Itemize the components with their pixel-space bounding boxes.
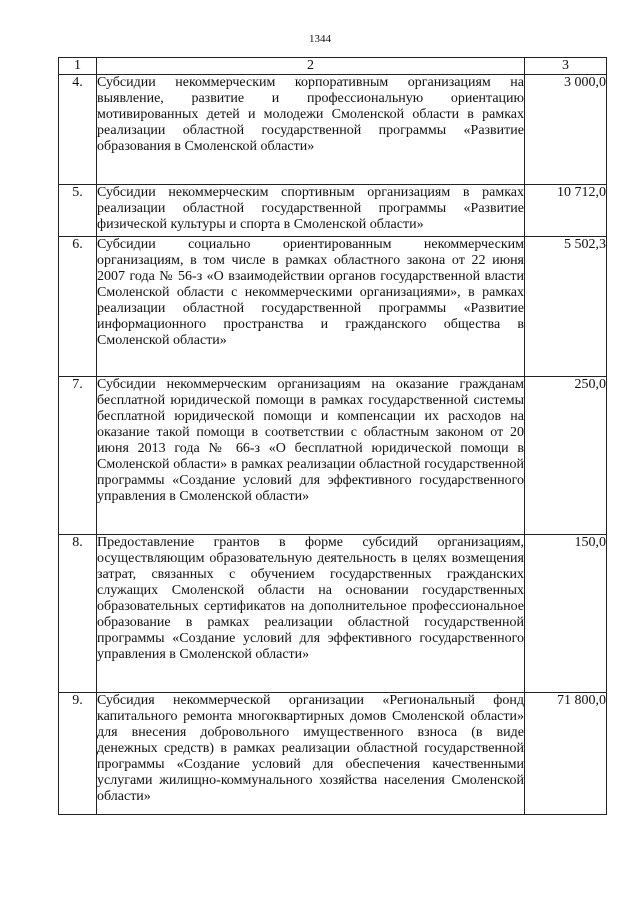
row-description: Субсидии некоммерческим спортивным организациям в рамках реализации областной государственной программы «Развитие физической культуры и спорта в Смоленской области» [97, 185, 525, 237]
table-row [59, 75, 607, 185]
row-number: 7. [59, 377, 97, 535]
row-description: Субсидии социально ориентированным некоммерческим организациям, в том числе в рамках областного закона от 22 июня 2007 года № 56-з «О взаимодействии органов государственной власти Смоленской области с некоммерческими организациями», в рамках реализации областной государственной программы «Развитие информационного пространства и гражданского общества в Смоленской области» [97, 237, 525, 377]
table-row [59, 693, 607, 815]
row-number: 8. [59, 535, 97, 693]
row-amount: 5 502,3 [525, 237, 607, 377]
header-col-1: 1 [59, 58, 97, 75]
row-amount: 10 712,0 [525, 185, 607, 237]
row-amount: 250,0 [525, 377, 607, 535]
table-row [59, 185, 607, 237]
table-header-row [59, 58, 607, 75]
page-number: 1344 [309, 33, 331, 45]
row-number: 4. [59, 75, 97, 185]
row-description: Предоставление грантов в форме субсидий организациям, осуществляющим образовательную деятельность в целях возмещения затрат, связанных с обучением государственных гражданских служащих Смоленской области на основании государственных образовательных сертификатов на дополнительное профессиональное образование в рамках реализации областной государственной программы «Создание условий для эффективного государственного управления в Смоленской области» [97, 535, 525, 693]
row-amount: 3 000,0 [525, 75, 607, 185]
row-number: 9. [59, 693, 97, 815]
row-amount: 150,0 [525, 535, 607, 693]
row-number: 5. [59, 185, 97, 237]
row-number: 6. [59, 237, 97, 377]
table-row [59, 377, 607, 535]
header-col-3: 3 [525, 58, 607, 75]
row-description: Субсидии некоммерческим корпоративным организациям на выявление, развитие и профессиональную ориентацию мотивированных детей и молодежи Смоленской области в рамках реализации областной государственной программы «Развитие образования в Смоленской области» [97, 75, 525, 185]
row-description: Субсидия некоммерческой организации «Региональный фонд капитального ремонта многоквартирных домов Смоленской области» для внесения добровольного имущественного взноса (в виде денежных средств) в рамках реализации областной государственной программы «Создание условий для обеспечения качественными услугами жилищно-коммунального хозяйства населения Смоленской области» [97, 693, 525, 815]
table-row [59, 237, 607, 377]
row-description: Субсидии некоммерческим организациям на оказание гражданам бесплатной юридической помощи в рамках государственной системы бесплатной юридической помощи и компенсации их расходов на оказание такой помощи в соответствии с областным законом от 20 июня 2013 года № 66-з «О бесплатной юридической помощи в Смоленской области» в рамках реализации областной государственной программы «Создание условий для эффективного государственного управления в Смоленской области» [97, 377, 525, 535]
row-amount: 71 800,0 [525, 693, 607, 815]
table-row [59, 535, 607, 693]
subsidy-table [58, 57, 607, 815]
header-col-2: 2 [97, 58, 525, 75]
